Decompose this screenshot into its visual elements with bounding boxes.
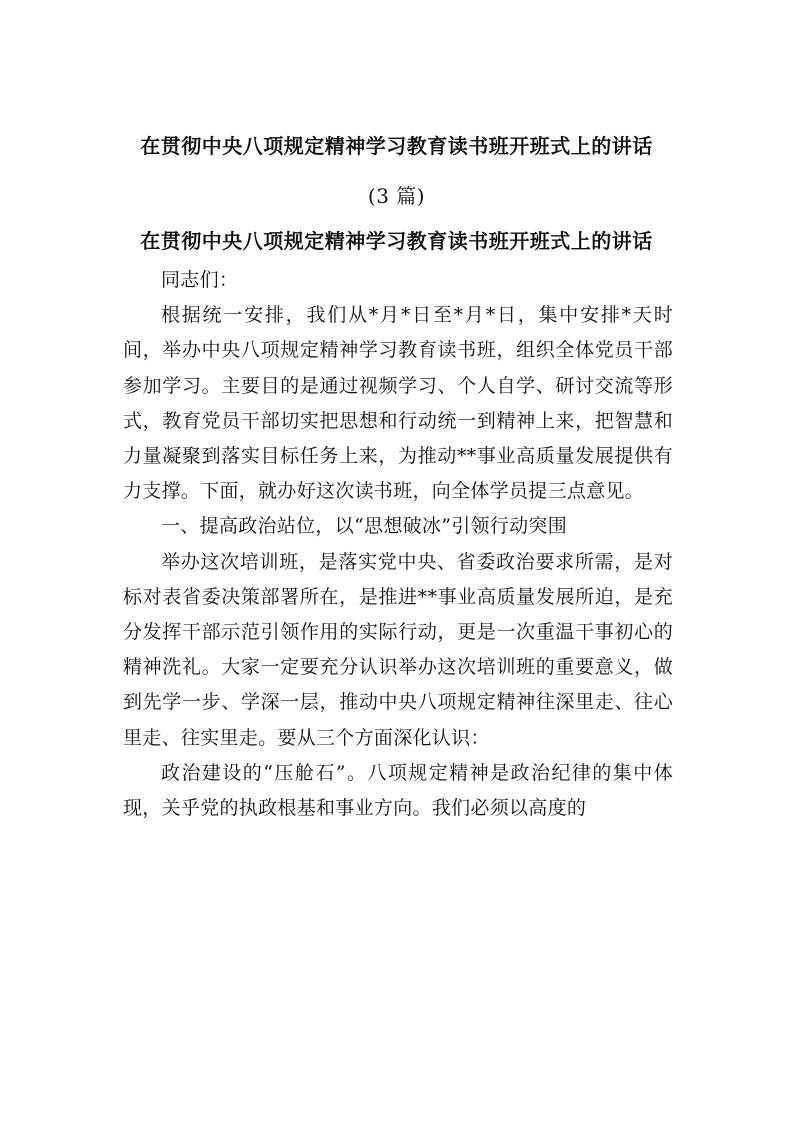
document-body (123, 263, 673, 826)
salutation-paragraph: 同志们： (161, 269, 239, 291)
body-paragraph: 举办这次培训班，是落实党中央、省委政治要求所需，是对标对表省委决策部署所在，是推进**事业高质量发展所迫，是充分发挥干部示范引领作用的实际行动，更是一次重温干事初心的精神洗礼。大家一定要充分认识举办这次培训班的重要意义，做到先学一步、学深一层，推动中央八项规定精神往深里走、往心里走、往实里走。要从三个方面深化认识： (123, 550, 673, 749)
intro-paragraph: 根据统一安排，我们从*月*日至*月*日，集中安排*天时间，举办中央八项规定精神学习教育读书班，组织全体党员干部参加学习。主要目的是通过视频学习、个人自学、研讨交流等形式，教育党员干部切实把思想和行动统一到精神上来，把智慧和力量凝聚到落实目标任务上来，为推动**事业高质量发展提供有力支撑。下面，就办好这次读书班，向全体学员提三点意见。 (123, 304, 673, 503)
document-subtitle: (3 篇) (367, 184, 426, 208)
section-heading-paragraph: 一、提高政治站位，以“思想破冰”引领行动突围 (161, 515, 568, 538)
document-title: 在贯彻中央八项规定精神学习教育读书班开班式上的讲话 (140, 134, 653, 158)
section-title: 在贯彻中央八项规定精神学习教育读书班开班式上的讲话 (140, 229, 653, 253)
body-paragraph: 政治建设的“压舱石”。八项规定精神是政治纪律的集中体现，关乎党的执政根基和事业方向。我们必须以高度的 (123, 761, 673, 820)
